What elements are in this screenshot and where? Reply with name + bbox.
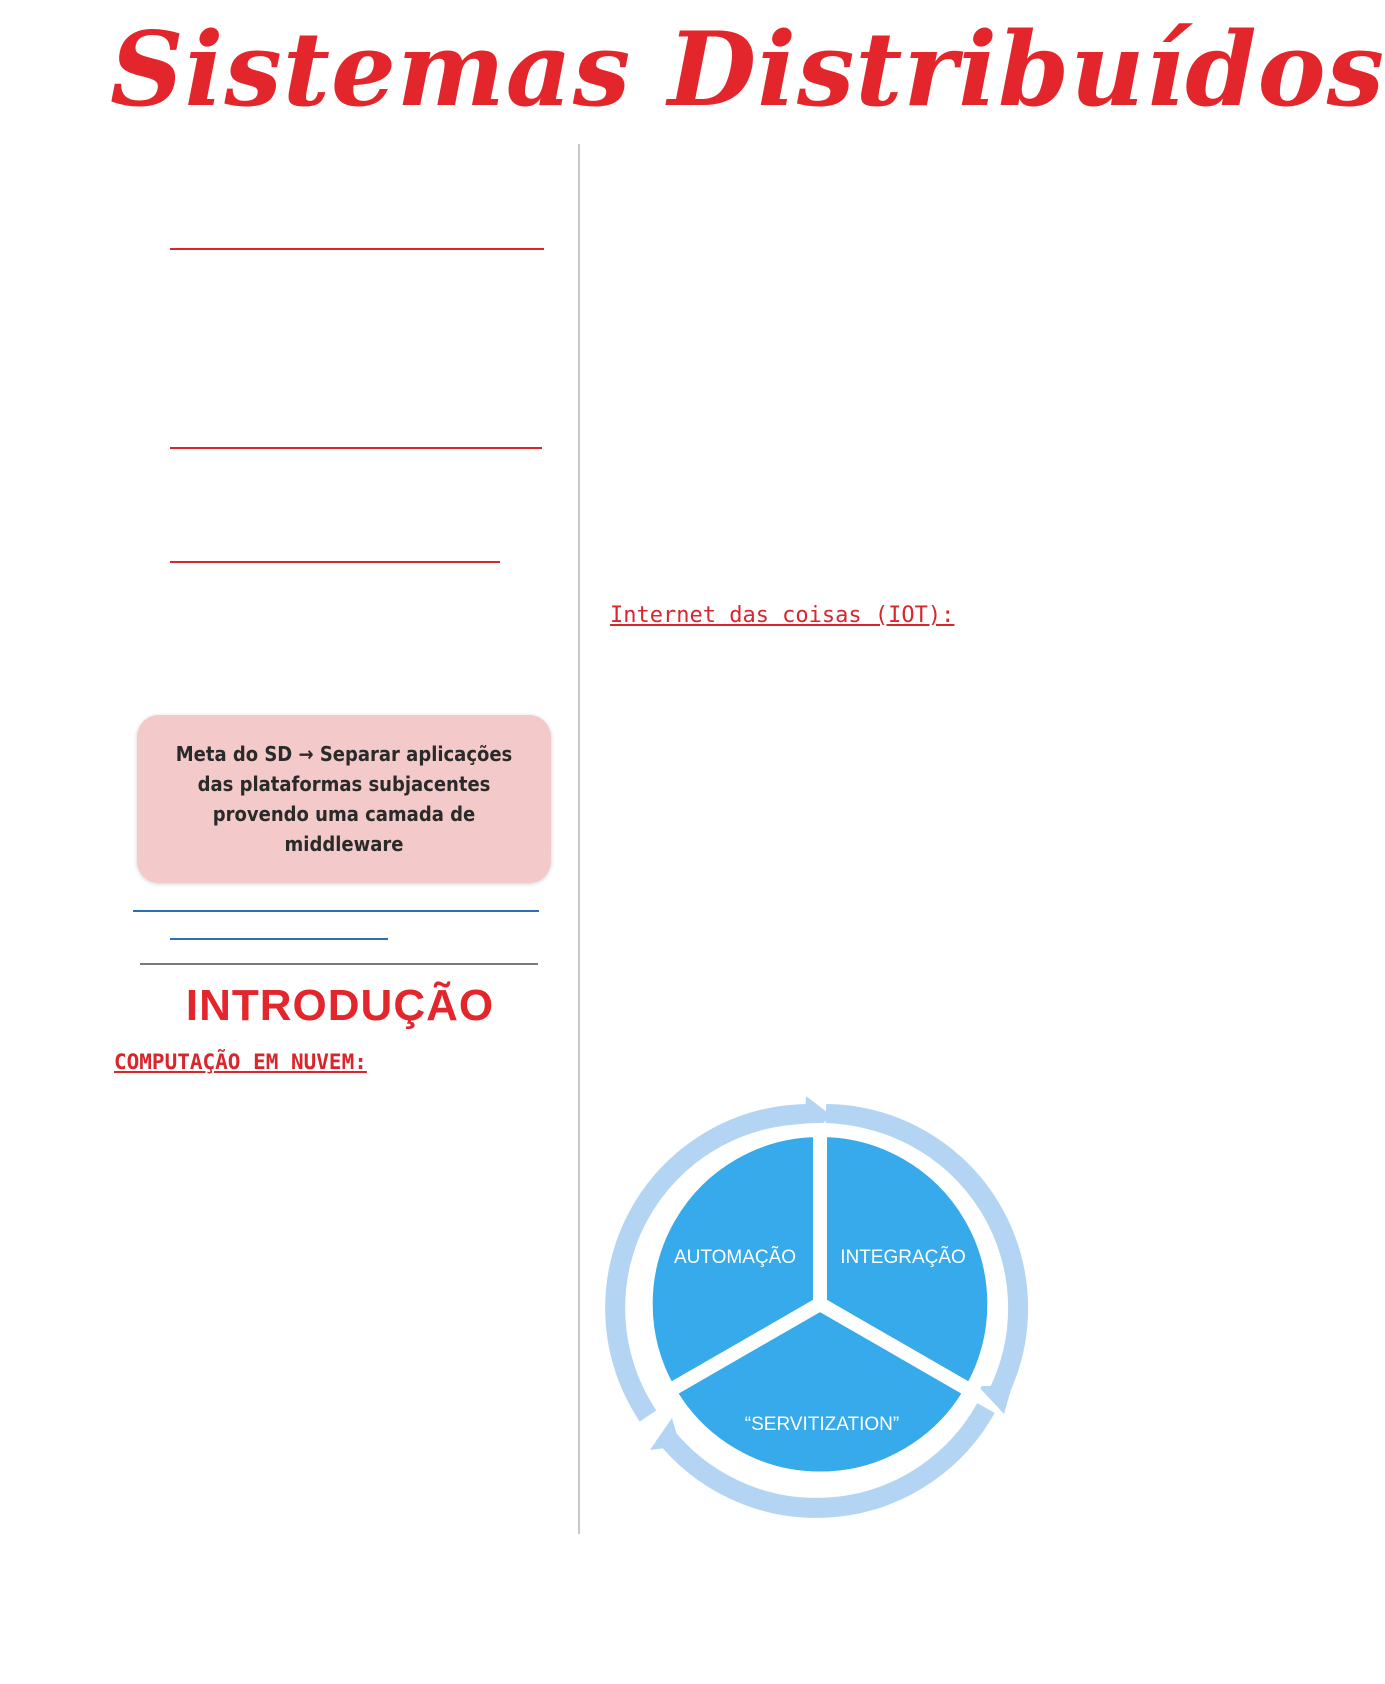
label-servitization: “SERVITIZATION” <box>744 1414 900 1435</box>
label-automacao: AUTOMAÇÃO <box>673 1247 797 1268</box>
blue-underline-1 <box>133 910 539 912</box>
goal-callout-text: Meta do SD → Separar aplicações das plataformas subjacentes provendo uma camada de middleware <box>175 742 513 856</box>
goal-callout-box <box>137 715 551 883</box>
red-underline-1 <box>170 248 544 250</box>
blue-underline-2 <box>170 938 388 940</box>
red-underline-3 <box>170 561 500 563</box>
iot-cycle-diagram <box>608 1090 1048 1510</box>
column-divider <box>578 144 580 1534</box>
red-underline-2 <box>170 447 542 449</box>
document-title: Sistemas Distribuídos <box>110 10 1385 130</box>
cloud-computing-heading: COMPUTAÇÃO EM NUVEM: <box>114 1050 367 1074</box>
iot-heading: Internet das coisas (IOT): <box>610 603 955 628</box>
cycle-arrowhead-3 <box>650 1418 680 1450</box>
section-divider <box>140 963 538 965</box>
intro-section-title: INTRODUÇÃO <box>185 981 495 1030</box>
label-integracao: INTEGRAÇÃO <box>840 1247 966 1268</box>
